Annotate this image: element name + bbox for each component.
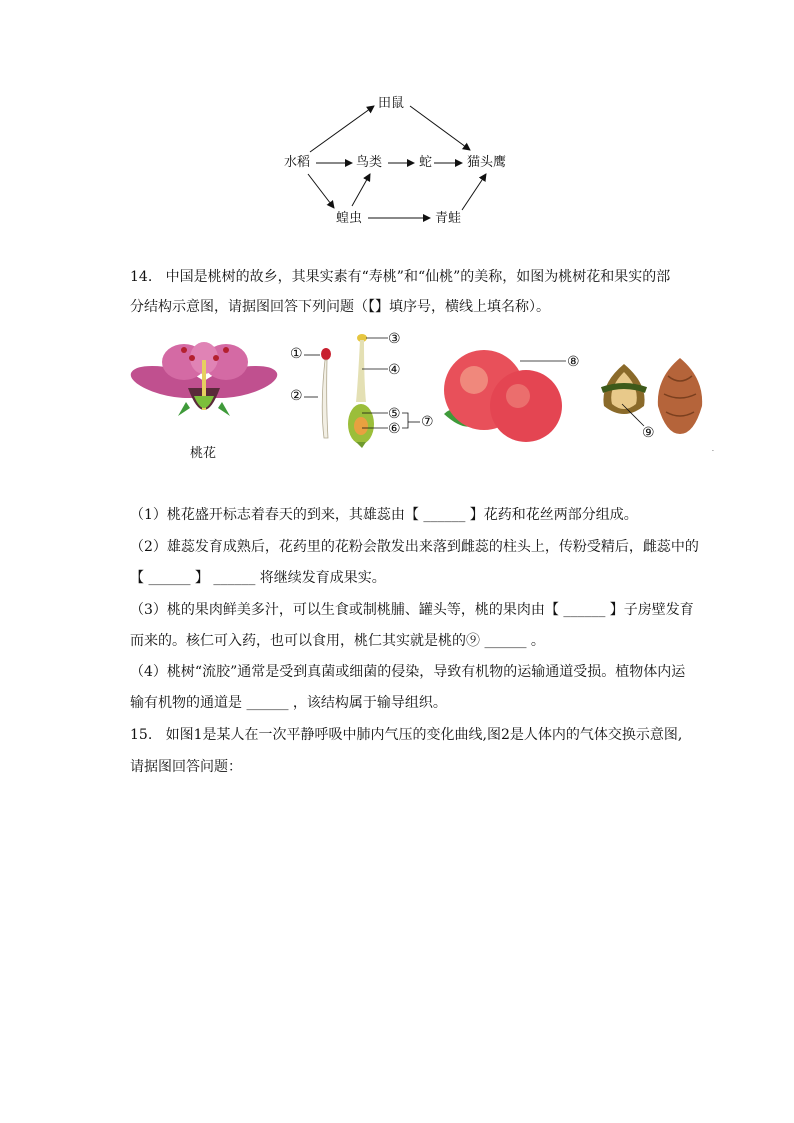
q15-number: 15. (130, 727, 153, 743)
arrow-huangchong-niaolei (352, 174, 370, 206)
arrow-qingwa-maotouying (462, 174, 486, 210)
node-she: 蛇 (419, 155, 433, 170)
label-2: ② (290, 388, 303, 404)
q15-line2: 请据图回答问题： (130, 759, 242, 775)
node-maotouying: 猫头鹰 (467, 155, 507, 170)
label-4: ④ (388, 362, 401, 378)
arrow-shuidao-tianshu (310, 106, 374, 152)
node-qingwa: 青蛙 (435, 211, 462, 226)
q14-intro-line1 (130, 262, 700, 292)
label-5: ⑤ (388, 406, 401, 422)
label-7: ⑦ (421, 414, 434, 430)
peach-seed-cut-image (598, 360, 650, 432)
pistil-leader-lines (362, 336, 422, 436)
flower-caption: 桃花 (190, 446, 217, 461)
q14-sub4-line2: 输有机物的通道是 ______ ，该结构属于输导组织。 (130, 695, 447, 711)
node-shuidao: 水稻 (284, 155, 311, 170)
q14-sub2-line2: 【 ______ 】 ______ 将继续发育成果实。 (130, 570, 386, 586)
label-9: ⑨ (642, 425, 655, 441)
q14-sub3-line2: 而来的。核仁可入药，也可以食用，桃仁其实就是桃的⑨ ______ 。 (130, 633, 545, 649)
q15-line1 (130, 720, 700, 750)
label-1: ① (290, 346, 303, 362)
q14-sub1: （1）桃花盛开标志着春天的到来，其雄蕊由【 ______ 】花药和花丝两部分组成。 (130, 507, 638, 523)
arrow-tianshu-maotouying (410, 106, 470, 150)
label-3: ③ (388, 331, 401, 347)
q15-text: 如图1是某人在一次平静呼吸中肺内气压的变化曲线,图2是人体内的气体交换示意图, (165, 727, 683, 743)
peach-flower-image (128, 336, 280, 436)
node-niaolei: 鸟类 (356, 155, 383, 170)
label-8: ⑧ (567, 354, 580, 370)
q14-sub4-line1: （4）桃树“流胶”通常是受到真菌或细菌的侵染，导致有机物的运输通道受损。植物体内运 (130, 664, 686, 680)
q14-number: 14. (130, 269, 153, 285)
node-tianshu: 田鼠 (378, 96, 405, 111)
arrow-shuidao-huangchong (308, 174, 334, 208)
q14-intro-text: 中国是桃树的故乡，其果实素有“寿桃”和“仙桃”的美称，如图为桃树花和果实的部 (165, 269, 671, 285)
q14-intro-line2: 分结构示意图，请据图回答下列问题（【】填序号，横线上填名称）。 (130, 299, 550, 315)
peach-fruit-image (438, 340, 568, 450)
q14-sub3-line1: （3）桃的果肉鲜美多汁，可以生食或制桃脯、罐头等，桃的果肉由【 ______ 】子房壁发育 (130, 602, 694, 618)
node-huangchong: 蝗虫 (336, 211, 363, 226)
label-6: ⑥ (388, 421, 401, 437)
peach-pit-image (654, 356, 706, 436)
q14-sub2-line1: （2）雄蕊发育成熟后，花药里的花粉会散发出来落到雌蕊的柱头上，传粉受精后，雌蕊中的 (130, 539, 699, 555)
